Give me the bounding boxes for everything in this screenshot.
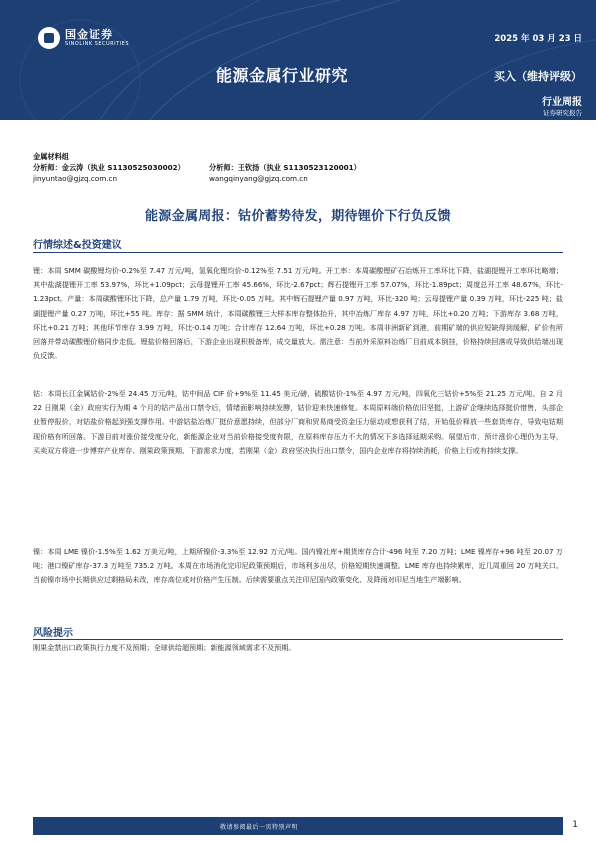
paragraph-cobalt: 钴：本周长江金属钴价-2%至 24.45 万元/吨，钴中间品 CIF 价+9%至 11.45 美元/磅，硫酸钴价-1%至 4.97 万元/吨，四氧化三钴价+5%至 21.25 万元/吨。自 2 月 22 日刚果（金）政府实行为期 4 个月的钴产品出口禁令后，情绪面影响持续发酵，钴价迎来快速修复。本周原料端价格依旧坚挺，上游矿企继续选择挺价惜售，头部企业暂停报价，对钴盐价格起到强支撑作用。中游钴盐冶炼厂挺价意愿持续，但部分厂商和贸易商受资金压力驱动或想获利了结，开始低价释放一些套货库存，导致电钴期现价格有所回落。下游目前对涨价接受度分化，新能源企业对当前价格接受度有限，在原料库存压力不大的情况下多选择延期采购。展望后市，预计涨价心理仍为主导，买卖双方将进一步博弈产业库存、刚果政策预期、下游需求力度，若刚果（金）政府坚决执行出口禁令，国内企业库存将持续消耗，价格上行或有持续支撑。 bbox=[33, 389, 563, 455]
logo-name-en: SINOLINK SECURITIES bbox=[65, 41, 129, 47]
analyst-1-email[interactable]: jinyuntao@gjzq.com.cn bbox=[33, 174, 118, 183]
section-divider bbox=[33, 639, 563, 640]
report-title: 能源金属行业研究 bbox=[216, 66, 349, 85]
report-type: 行业周报 bbox=[542, 97, 582, 108]
analyst-2-email[interactable]: wangqinyang@gjzq.com.cn bbox=[209, 174, 308, 183]
logo-icon bbox=[38, 27, 60, 49]
analyst-1: 分析师：金云涛（执业 S1130525030002） bbox=[33, 163, 185, 172]
section-market-summary-title: 行情综述&投资建议 bbox=[33, 240, 122, 251]
report-date: 2025 年 03 月 23 日 bbox=[494, 34, 582, 44]
page-number: 1 bbox=[572, 820, 578, 830]
banner-decoration bbox=[0, 0, 596, 120]
company-logo bbox=[38, 27, 129, 49]
analyst-2: 分析师：王钦扬（执业 S1130523120001） bbox=[209, 163, 361, 172]
analyst-group: 金属材料组 bbox=[33, 152, 69, 161]
rating-badge: 买入（维持评级） bbox=[494, 70, 582, 83]
header-banner bbox=[0, 0, 596, 120]
analyst-block bbox=[33, 151, 361, 184]
paragraph-nickel: 镍：本周 LME 镍价-1.5%至 1.62 万美元/吨，上期所镍价-3.3%至 12.92 万元/吨。国内镍社库+期货库存合计-496 吨至 7.20 万吨；LME 镍库存+96 吨至 20.07 万吨；港口镍矿库存-37.3 万吨至 735.2 万吨。本周在市场消化完印尼政策预期后，市场利多出尽，价格短期快速调整。LME 库存也持续累库，近几周重回 20 万吨关口。当前镍市场中长期供应过剩格局未改，库存高位或对价格产生压制。后续需要重点关注印尼国内政策变化、及降雨对印尼当地生产端影响。 bbox=[33, 547, 563, 585]
section-divider bbox=[33, 252, 563, 253]
section-risk-title: 风险提示 bbox=[33, 628, 73, 639]
logo-name-cn: 国金证券 bbox=[65, 28, 113, 41]
footer-disclaimer[interactable]: 敬请参阅最后一页特别声明 bbox=[220, 824, 299, 831]
paragraph-risk: 刚果金禁出口政策执行力度不及预期；全球供给超预期；新能源领域需求不及预期。 bbox=[33, 643, 296, 652]
paragraph-lithium: 锂：本周 SMM 碳酸锂均价-0.2%至 7.47 万元/吨，氢氧化锂均价-0.12%至 7.51 万元/吨。开工率：本周碳酸锂矿石冶炼开工率环比下降，盐湖提锂开工率环比略增；其中盐湖提锂开工率 53.97%，环比+1.09pct；云母提锂开工率 45.66%，环比-2.67pct；辉石提锂开工率 57.07%，环比-1.89pct；周度总开工率 48.67%，环比-1.23pct。产量：本周碳酸锂环比下降，总产量 1.79 万吨，环比-0.05 万吨。其中辉石提锂产量 0.97 万吨，环比-320 吨；云母提锂产量 0.39 万吨，环比-225 吨；盐湖提锂产量 0.27 万吨，环比+55 吨。库存：据 SMM 统计，本周碳酸锂三大样本库存整体抬升，其中冶炼厂库存 4.97 万吨，环比+0.20 万吨；下游库存 3.68 万吨，环比+0.21 万吨；其他环节库存 3.99 万吨，环比-0.14 万吨；合计库存 12.64 万吨，环比+0.28 万吨。本周非洲新矿到港，前期矿端的供应短缺得到缓解，矿价有所回落并带动碳酸锂价格同步走低。锂盐价格回落后，下游企业出现积极备库，成交量放大。需注意：当前外采原料冶炼厂目前成本倒挂，价格持续回落或导致供给端出现负反馈。 bbox=[33, 266, 563, 361]
report-subtype: 证券研究报告 bbox=[543, 109, 582, 117]
report-headline: 能源金属周报：钴价蓄势待发，期待锂价下行负反馈 bbox=[145, 209, 451, 224]
